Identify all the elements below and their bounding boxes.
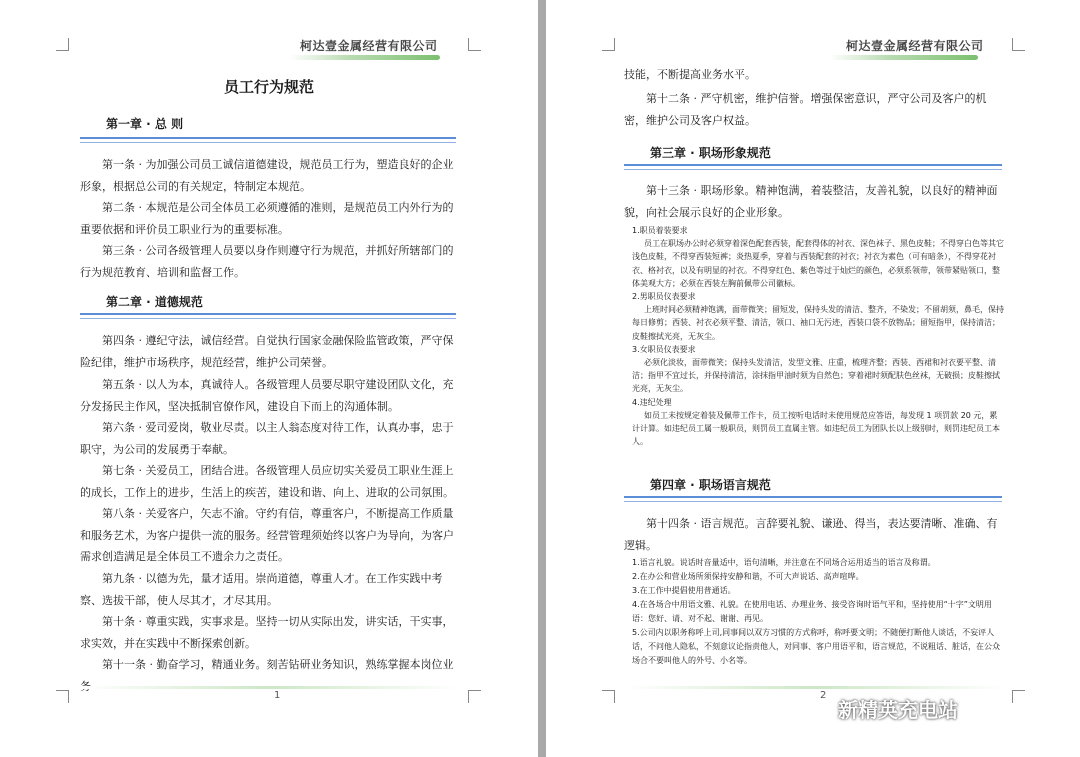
crop-mark: [468, 38, 481, 51]
crop-mark: [56, 38, 69, 51]
chapter-rule: [80, 137, 456, 139]
chapter-rule: [624, 164, 1002, 166]
article-paragraph[interactable]: 第三条 · 公司各级管理人员要以身作则遵守行为规范，并抓好所辖部门的行为规范教育、培训和监督工作。: [80, 244, 454, 279]
chapter-rule: [80, 318, 456, 319]
page-number: 1: [274, 690, 281, 701]
list-item[interactable]: 4.在各场合中用语文雅、礼貌。在使用电话、办理业务、接受咨询时语气平和，坚持使用“十字”文明用语：您好、请、对不起、谢谢、再见。: [632, 600, 992, 623]
header-decoration-bar: [290, 55, 440, 60]
subsection-body[interactable]: 员工在职场办公时必须穿着深色配套西装，配套得体的衬衣、深色袜子、黑色皮鞋；不得穿白色等其它浅色皮鞋，不得穿西装短裤；炎热夏季，穿着与西装配套的衬衣；衬衣为素色（可有暗条），不得穿花衬衣、格衬衣，以及有明显的衬衣。不得穿红色、紫色等过于灿烂的颜色，必须系领带，领带紧贴领口，整体美观大方；必须在西装左胸前佩带公司徽标。: [632, 239, 1004, 288]
subsection-heading[interactable]: 4.违纪处理: [632, 397, 672, 407]
article-paragraph[interactable]: 技能，不断提高业务水平。: [624, 68, 756, 81]
subsection-body[interactable]: 必须化淡妆，面带微笑；保持头发清洁，发型文雅、庄重，梳理齐整；西装、西裙和衬衣要平整、清洁；指甲不宜过长，并保持清洁，涂抹指甲油时须为自然色；穿着裙时须配肤色丝袜，无破损；皮鞋擦拭光亮，无灰尘。: [632, 358, 1000, 394]
chapter-rule: [624, 501, 1002, 502]
wechat-icon: [808, 700, 832, 718]
footer-decoration-bar: [80, 686, 460, 689]
crop-mark: [468, 690, 481, 703]
list-item[interactable]: 3.在工作中提倡使用普通话。: [632, 586, 736, 595]
crop-mark: [1012, 38, 1025, 51]
article-paragraph[interactable]: 第九条 · 以德为先，量才适用。崇尚道德，尊重人才。在工作实践中考察、选拔干部，使人尽其才，才尽其用。: [80, 572, 443, 607]
article-paragraph[interactable]: 第四条 · 遵纪守法，诚信经营。自觉执行国家金融保险监管政策，严守保险纪律，维护市场秩序，规范经营，维护公司荣誉。: [80, 334, 454, 369]
subsection-list: [632, 224, 1004, 448]
article-paragraph[interactable]: 第十三条 · 职场形象。精神饱满，着装整洁，友善礼貌，以良好的精神面貌，向社会展示良好的企业形象。: [624, 184, 998, 219]
page-gap: [538, 0, 546, 757]
watermark-text: 新精英充电站: [838, 698, 958, 722]
article-paragraph[interactable]: 第七条 · 关爱员工，团结合进。各级管理人员应切实关爱员工职业生涯上的成长，工作上的进步，生活上的疾苦，建设和谐、向上、进取的公司氛围。: [80, 464, 454, 499]
subsection-body[interactable]: 上班时间必须精神饱满，面带微笑；留短发，保持头发的清洁、整齐，不染发；不留胡须，鼻毛，保持每日修剪；西装、衬衣必须平整、清洁，领口、袖口无污迹，西装口袋不放物品；留短指甲，保持清洁；皮鞋擦拭光亮，无灰尘。: [632, 305, 1004, 341]
chapter-rule: [80, 313, 456, 315]
page-header-company: 柯达壹金属经营有限公司: [300, 39, 438, 53]
article-paragraph[interactable]: 第一条 · 为加强公司员工诚信道德建设，规范员工行为，塑造良好的企业形象，根据总公司的有关规定，特制定本规范。: [80, 158, 454, 193]
list-item[interactable]: 5.公司内以职务称呼上司,同事间以双方习惯的方式称呼，称呼要文明；不随便打断他人谈话，不妄评人话，不问他人隐私，不刻意议论指责他人，对同事、客户用语平和，语言规范，不说粗话、脏话，在公众场合不要叫他人的外号、小名等。: [632, 628, 1000, 665]
page-number: 2: [820, 690, 827, 701]
document-page-2: [546, 0, 1080, 757]
list-item[interactable]: 2.在办公和营业场所须保持安静和谐，不可大声说话、高声喧哗。: [632, 572, 864, 581]
list-item[interactable]: 1.语言礼貌。说话时音量适中，语句清晰，并注意在不同场合运用适当的语言及称谓。: [632, 558, 936, 567]
crop-mark: [1012, 690, 1025, 703]
chapter-heading[interactable]: 第二章 · 道德规范: [106, 295, 203, 309]
document-title[interactable]: 员工行为规范: [223, 78, 314, 96]
article-paragraph[interactable]: 第十条 · 尊重实践，实事求是。坚持一切从实际出发，讲实话，干实事，求实效，并在实践中不断探索创新。: [80, 615, 454, 650]
chapter-heading[interactable]: 第一章 · 总 则: [106, 117, 184, 131]
article-paragraph[interactable]: 第八条 · 关爱客户，矢志不渝。守约有信，尊重客户，不断提高工作质量和服务艺术，为客户提供一流的服务。经营管理须始终以客户为导向，为客户需求创造满足是全体员工不遗余力之责任。: [80, 507, 454, 563]
crop-mark: [602, 38, 615, 51]
header-decoration-bar: [830, 55, 978, 60]
subsection-heading[interactable]: 2.男职员仪表要求: [632, 292, 696, 302]
article-paragraph[interactable]: 第六条 · 爱司爱岗，敬业尽责。以主人翁态度对待工作，认真办事，忠于职守，为公司的发展勇于奉献。: [80, 421, 454, 456]
page-header-company: 柯达壹金属经营有限公司: [846, 39, 984, 53]
chapter-heading[interactable]: 第四章 · 职场语言规范: [650, 478, 771, 492]
subsection-heading[interactable]: 3.女职员仪表要求: [632, 344, 696, 354]
article-paragraph[interactable]: 第十四条 · 语言规范。言辞要礼貌、谦逊、得当，表达要清晰、准确、有逻辑。: [624, 517, 998, 552]
crop-mark: [602, 690, 615, 703]
article-paragraph[interactable]: 第十一条 · 勤奋学习，精通业务。刻苦钻研业务知识，熟练掌握本岗位业: [102, 658, 454, 671]
article-paragraph[interactable]: 第十二条 · 严守机密，维护信誉。增强保密意识，严守公司及客户的机密，维护公司及客户权益。: [624, 92, 987, 127]
chapter-rule: [80, 142, 456, 143]
article-paragraph[interactable]: 第五条 · 以人为本，真诚待人。各级管理人员要尽职守建设团队文化，充分发扬民主作风，坚决抵制官僚作风，建设自下而上的沟通体制。: [80, 378, 454, 413]
subsection-heading[interactable]: 1.职员着装要求: [632, 226, 688, 235]
document-page-1: [0, 0, 538, 757]
footer-decoration-bar: [626, 686, 1006, 689]
subsection-body[interactable]: 如员工未按规定着装及佩带工作卡，员工按听电话时未使用规范应答语，每发现 1 项罚款 20 元，累计计算。如违纪员工属一般职员，则罚员工直属主管。如违纪员工为团队长以上级别时，则罚违纪员工本人。: [632, 410, 1000, 447]
language-rules-list: [632, 556, 1004, 668]
crop-mark: [56, 690, 69, 703]
chapter-rule: [624, 496, 1002, 498]
chapter-heading[interactable]: 第三章 · 职场形象规范: [650, 146, 771, 160]
chapter-rule: [624, 169, 1002, 170]
article-paragraph[interactable]: 第二条 · 本规范是公司全体员工必须遵循的准则，是规范员工内外行为的重要依据和评价员工职业行为的重要标准。: [80, 201, 454, 236]
